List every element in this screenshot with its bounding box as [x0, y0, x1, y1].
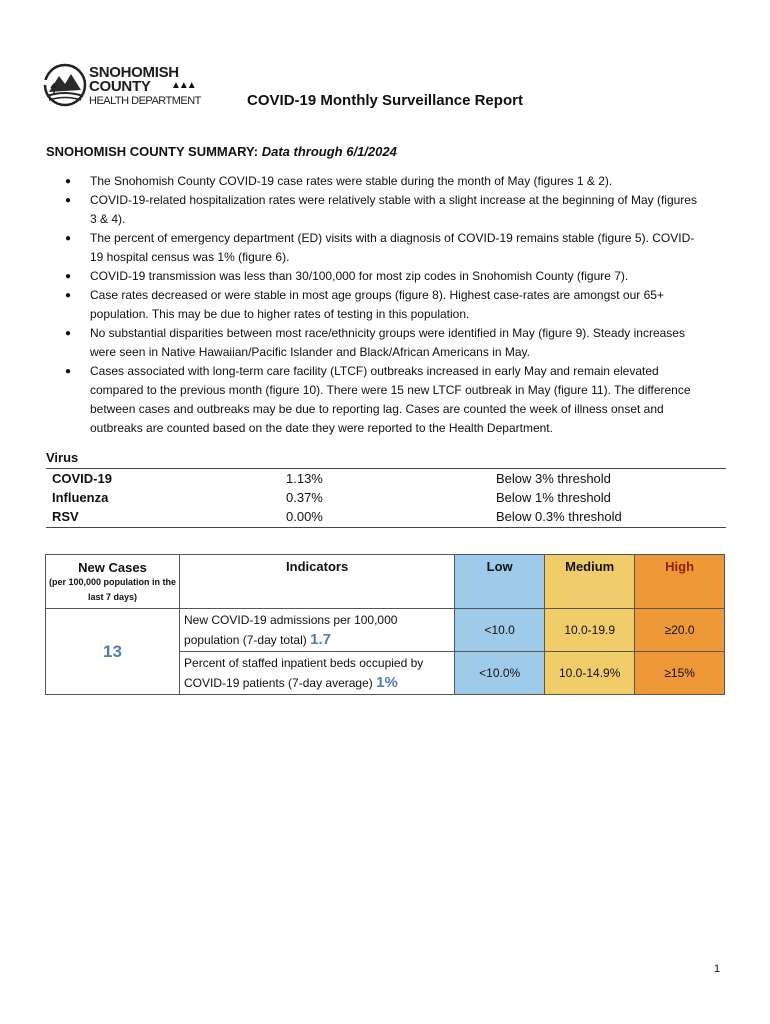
low-threshold: <10.0%: [455, 652, 545, 695]
high-threshold: ≥20.0: [635, 609, 725, 652]
medium-header: Medium: [545, 555, 635, 609]
mountains-icon: ▲▲▲: [171, 80, 195, 91]
indicator-text: New COVID-19 admissions per 100,000 population (7-day total): [184, 613, 398, 647]
bullet-icon: ●: [65, 176, 72, 187]
low-threshold: <10.0: [455, 609, 545, 652]
table-row: [46, 609, 725, 652]
bullet-icon: ●: [65, 290, 72, 301]
list-item: [64, 172, 704, 191]
bullet-icon: ●: [65, 328, 72, 339]
summary-heading-date: Data through 6/1/2024: [261, 144, 397, 159]
indicator-value: 1%: [376, 674, 398, 691]
table-row: [46, 507, 726, 526]
virus-value: 0.37%: [286, 490, 323, 505]
new-cases-sublabel: (per 100,000 population in the last 7 days): [48, 577, 177, 602]
indicators-header: Indicators: [180, 555, 455, 609]
medium-threshold: 10.0-14.9%: [545, 652, 635, 695]
virus-threshold: Below 3% threshold: [496, 471, 611, 486]
virus-threshold: Below 1% threshold: [496, 490, 611, 505]
bullet-text: COVID-19-related hospitalization rates were relatively stable with a slight increase at the beginning of May (figures 3 & 4).: [90, 193, 697, 226]
table-row: [46, 469, 726, 488]
indicator-value: 1.7: [310, 631, 331, 648]
bullet-text: Cases associated with long-term care facility (LTCF) outbreaks increased in early May and remain elevated compared to the previous month (figure 10). There were 15 new LTCF outbreak in May (figure 11). The difference between cases and outbreaks may be due to reporting lag. Cases are counted the week of illness onset and outbreaks are counted based on the date they were reported to the Health Department.: [90, 364, 691, 435]
new-cases-label: New Cases: [78, 560, 147, 575]
bullet-text: The percent of emergency department (ED) visits with a diagnosis of COVID-19 remains stable (figure 5). COVID-19 hospital census was 1% (figure 6).: [90, 231, 695, 264]
bullet-text: COVID-19 transmission was less than 30/100,000 for most zip codes in Snohomish County (figure 7).: [90, 269, 629, 283]
new-cases-header-cell: [46, 555, 180, 609]
virus-name: COVID-19: [52, 471, 112, 486]
bullet-icon: ●: [65, 233, 72, 244]
report-title: COVID-19 Monthly Surveillance Report: [247, 92, 523, 109]
list-item: [64, 229, 704, 267]
logo-line-3: HEALTH DEPARTMENT: [89, 95, 201, 107]
low-header: Low: [455, 555, 545, 609]
medium-threshold: 10.0-19.9: [545, 609, 635, 652]
high-header: High: [635, 555, 725, 609]
bullet-text: The Snohomish County COVID-19 case rates were stable during the month of May (figures 1 & 2).: [90, 174, 613, 188]
new-cases-value: 13: [46, 609, 180, 695]
indicator-cell: [180, 652, 455, 695]
bullet-text: No substantial disparities between most race/ethnicity groups were identified in May (figure 9). Steady increases were seen in Native Hawaiian/Pacific Islander and Black/African Americans in May.: [90, 326, 685, 359]
virus-name: Influenza: [52, 490, 109, 505]
list-item: [64, 191, 704, 229]
high-threshold: ≥15%: [635, 652, 725, 695]
logo-line-1: SNOHOMISH: [89, 64, 179, 81]
list-item: [64, 267, 704, 286]
indicator-table: [45, 554, 725, 695]
bullet-icon: ●: [65, 195, 72, 206]
list-item: [64, 286, 704, 324]
virus-value: 1.13%: [286, 471, 323, 486]
bullet-text: Case rates decreased or were stable in most age groups (figure 8). Highest case-rates are amongst our 65+ population. This may be due to higher rates of testing in this population.: [90, 288, 664, 321]
summary-bullets: [64, 172, 704, 438]
virus-threshold: Below 0.3% threshold: [496, 509, 622, 524]
page-number: 1: [714, 963, 721, 975]
logo-line-2: COUNTY: [89, 78, 151, 95]
table-row: [46, 488, 726, 507]
indicator-text: Percent of staffed inpatient beds occupied by COVID-19 patients (7-day average): [184, 656, 424, 690]
virus-name: RSV: [52, 509, 79, 524]
list-item: [64, 324, 704, 362]
summary-heading: [46, 144, 397, 159]
summary-heading-label: SNOHOMISH COUNTY SUMMARY:: [46, 144, 259, 159]
virus-table-header: Virus: [46, 450, 726, 469]
indicator-cell: [180, 609, 455, 652]
bullet-icon: ●: [65, 271, 72, 282]
virus-table-rule: [46, 526, 726, 528]
table-row: [46, 555, 725, 609]
virus-value: 0.00%: [286, 509, 323, 524]
bullet-icon: ●: [65, 366, 72, 377]
virus-table: [46, 450, 726, 528]
list-item: [64, 362, 704, 438]
